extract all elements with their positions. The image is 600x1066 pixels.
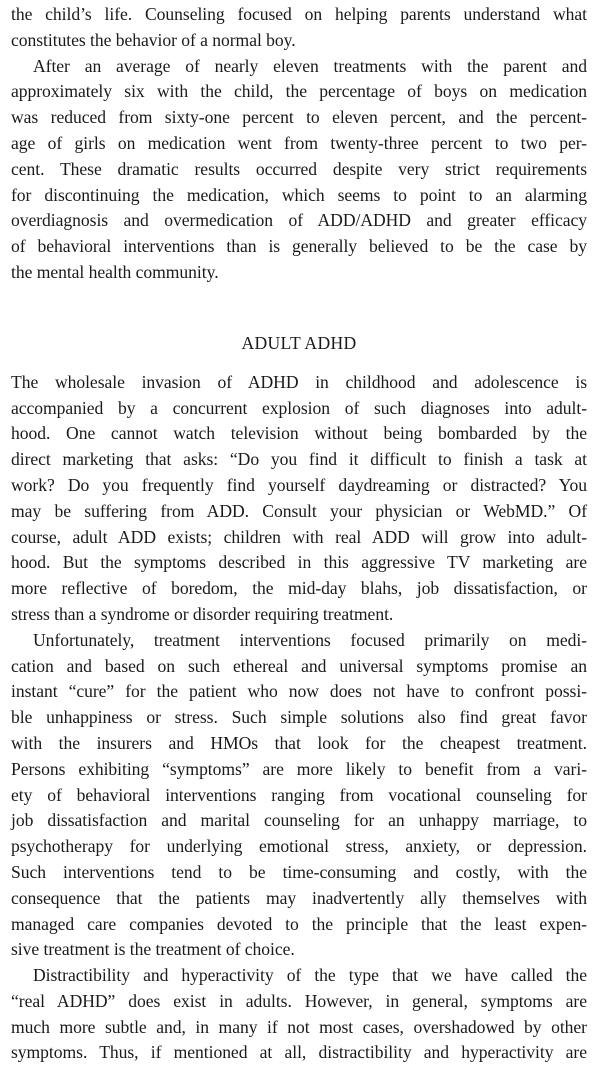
text-line: age of girls on medication went from twenty-three percent to two per- — [11, 132, 587, 153]
text-line: hood. One cannot watch television without being bombarded by the — [11, 423, 587, 444]
text-line: managed care companies devoted to the principle that the least expen- — [11, 913, 587, 934]
text-line: course, adult ADD exists; children with real ADD will grow into adult- — [11, 526, 587, 547]
text-line: ble unhappiness or stress. Such simple solutions also find great favor — [11, 707, 587, 728]
text-line: of behavioral interventions than is generally believed to be the case by — [11, 236, 587, 257]
text-line: Unfortunately, treatment interventions focused primarily on medi- — [33, 629, 587, 650]
paragraph-2 — [11, 54, 587, 286]
text-line: consequence that the patients may inadvertently ally themselves with — [11, 887, 587, 908]
text-line: sive treatment is the treatment of choice. — [11, 939, 295, 960]
text-line: psychotherapy for underlying emotional stress, anxiety, or depression. — [11, 836, 587, 857]
text-line: constitutes the behavior of a normal boy. — [11, 29, 296, 50]
text-line: was reduced from sixty-one percent to eleven percent, and the percent- — [11, 107, 587, 128]
text-line: cation and based on such ethereal and universal symptoms promise an — [11, 655, 587, 676]
text-line: ety of behavioral interventions ranging from vocational counseling for — [11, 784, 587, 805]
text-line: Distractibility and hyperactivity of the type that we have called the — [33, 965, 587, 986]
text-line: stress than a syndrome or disorder requiring treatment. — [11, 603, 394, 624]
text-line: direct marketing that asks: “Do you find it difficult to finish a task at — [11, 449, 587, 470]
text-line: accompanied by a concurrent explosion of such diagnoses into adult- — [11, 397, 587, 418]
text-line: work? Do you frequently find yourself daydreaming or distracted? You — [11, 474, 587, 495]
text-line: the mental health community. — [11, 261, 219, 282]
text-line: instant “cure” for the patient who now does not have to confront possi- — [11, 681, 587, 702]
text-line: approximately six with the child, the percentage of boys on medication — [11, 81, 587, 102]
text-line: more reflective of boredom, the mid-day blahs, job dissatisfaction, or — [11, 578, 587, 599]
paragraph-1 — [11, 2, 587, 54]
text-line: The wholesale invasion of ADHD in childhood and adolescence is — [11, 371, 587, 392]
text-line: cent. These dramatic results occurred despite very strict requirements — [11, 158, 587, 179]
section-heading: ADULT ADHD — [241, 332, 357, 353]
book-page — [11, 2, 587, 1066]
text-line: much more subtle and, in many if not most cases, overshadowed by other — [11, 1016, 587, 1037]
text-line: Persons exhibiting “symptoms” are more likely to benefit from a vari- — [11, 758, 587, 779]
text-line: symptoms. Thus, if mentioned at all, distractibility and hyperactivity are — [11, 1042, 587, 1063]
text-line: overdiagnosis and overmedication of ADD/ADHD and greater efficacy — [11, 210, 587, 231]
text-line: Such interventions tend to be time-consuming and costly, with the — [11, 861, 587, 882]
text-line: the child’s life. Counseling focused on helping parents understand what — [11, 4, 587, 24]
text-line: hood. But the symptoms described in this aggressive TV marketing are — [11, 552, 587, 573]
paragraph-3 — [11, 370, 587, 628]
text-line: with the insurers and HMOs that look for the cheapest treatment. — [11, 732, 587, 753]
text-line: may be suffering from ADD. Consult your physician or WebMD.” Of — [11, 500, 587, 521]
text-line: job dissatisfaction and marital counseling for an unhappy marriage, to — [11, 810, 587, 831]
text-line: for discontinuing the medication, which seems to point to an alarming — [11, 184, 587, 205]
paragraph-4 — [11, 628, 587, 963]
paragraph-5 — [11, 963, 587, 1066]
text-line: After an average of nearly eleven treatments with the parent and — [33, 55, 587, 76]
text-line: “real ADHD” does exist in adults. However, in general, symptoms are — [11, 990, 587, 1011]
